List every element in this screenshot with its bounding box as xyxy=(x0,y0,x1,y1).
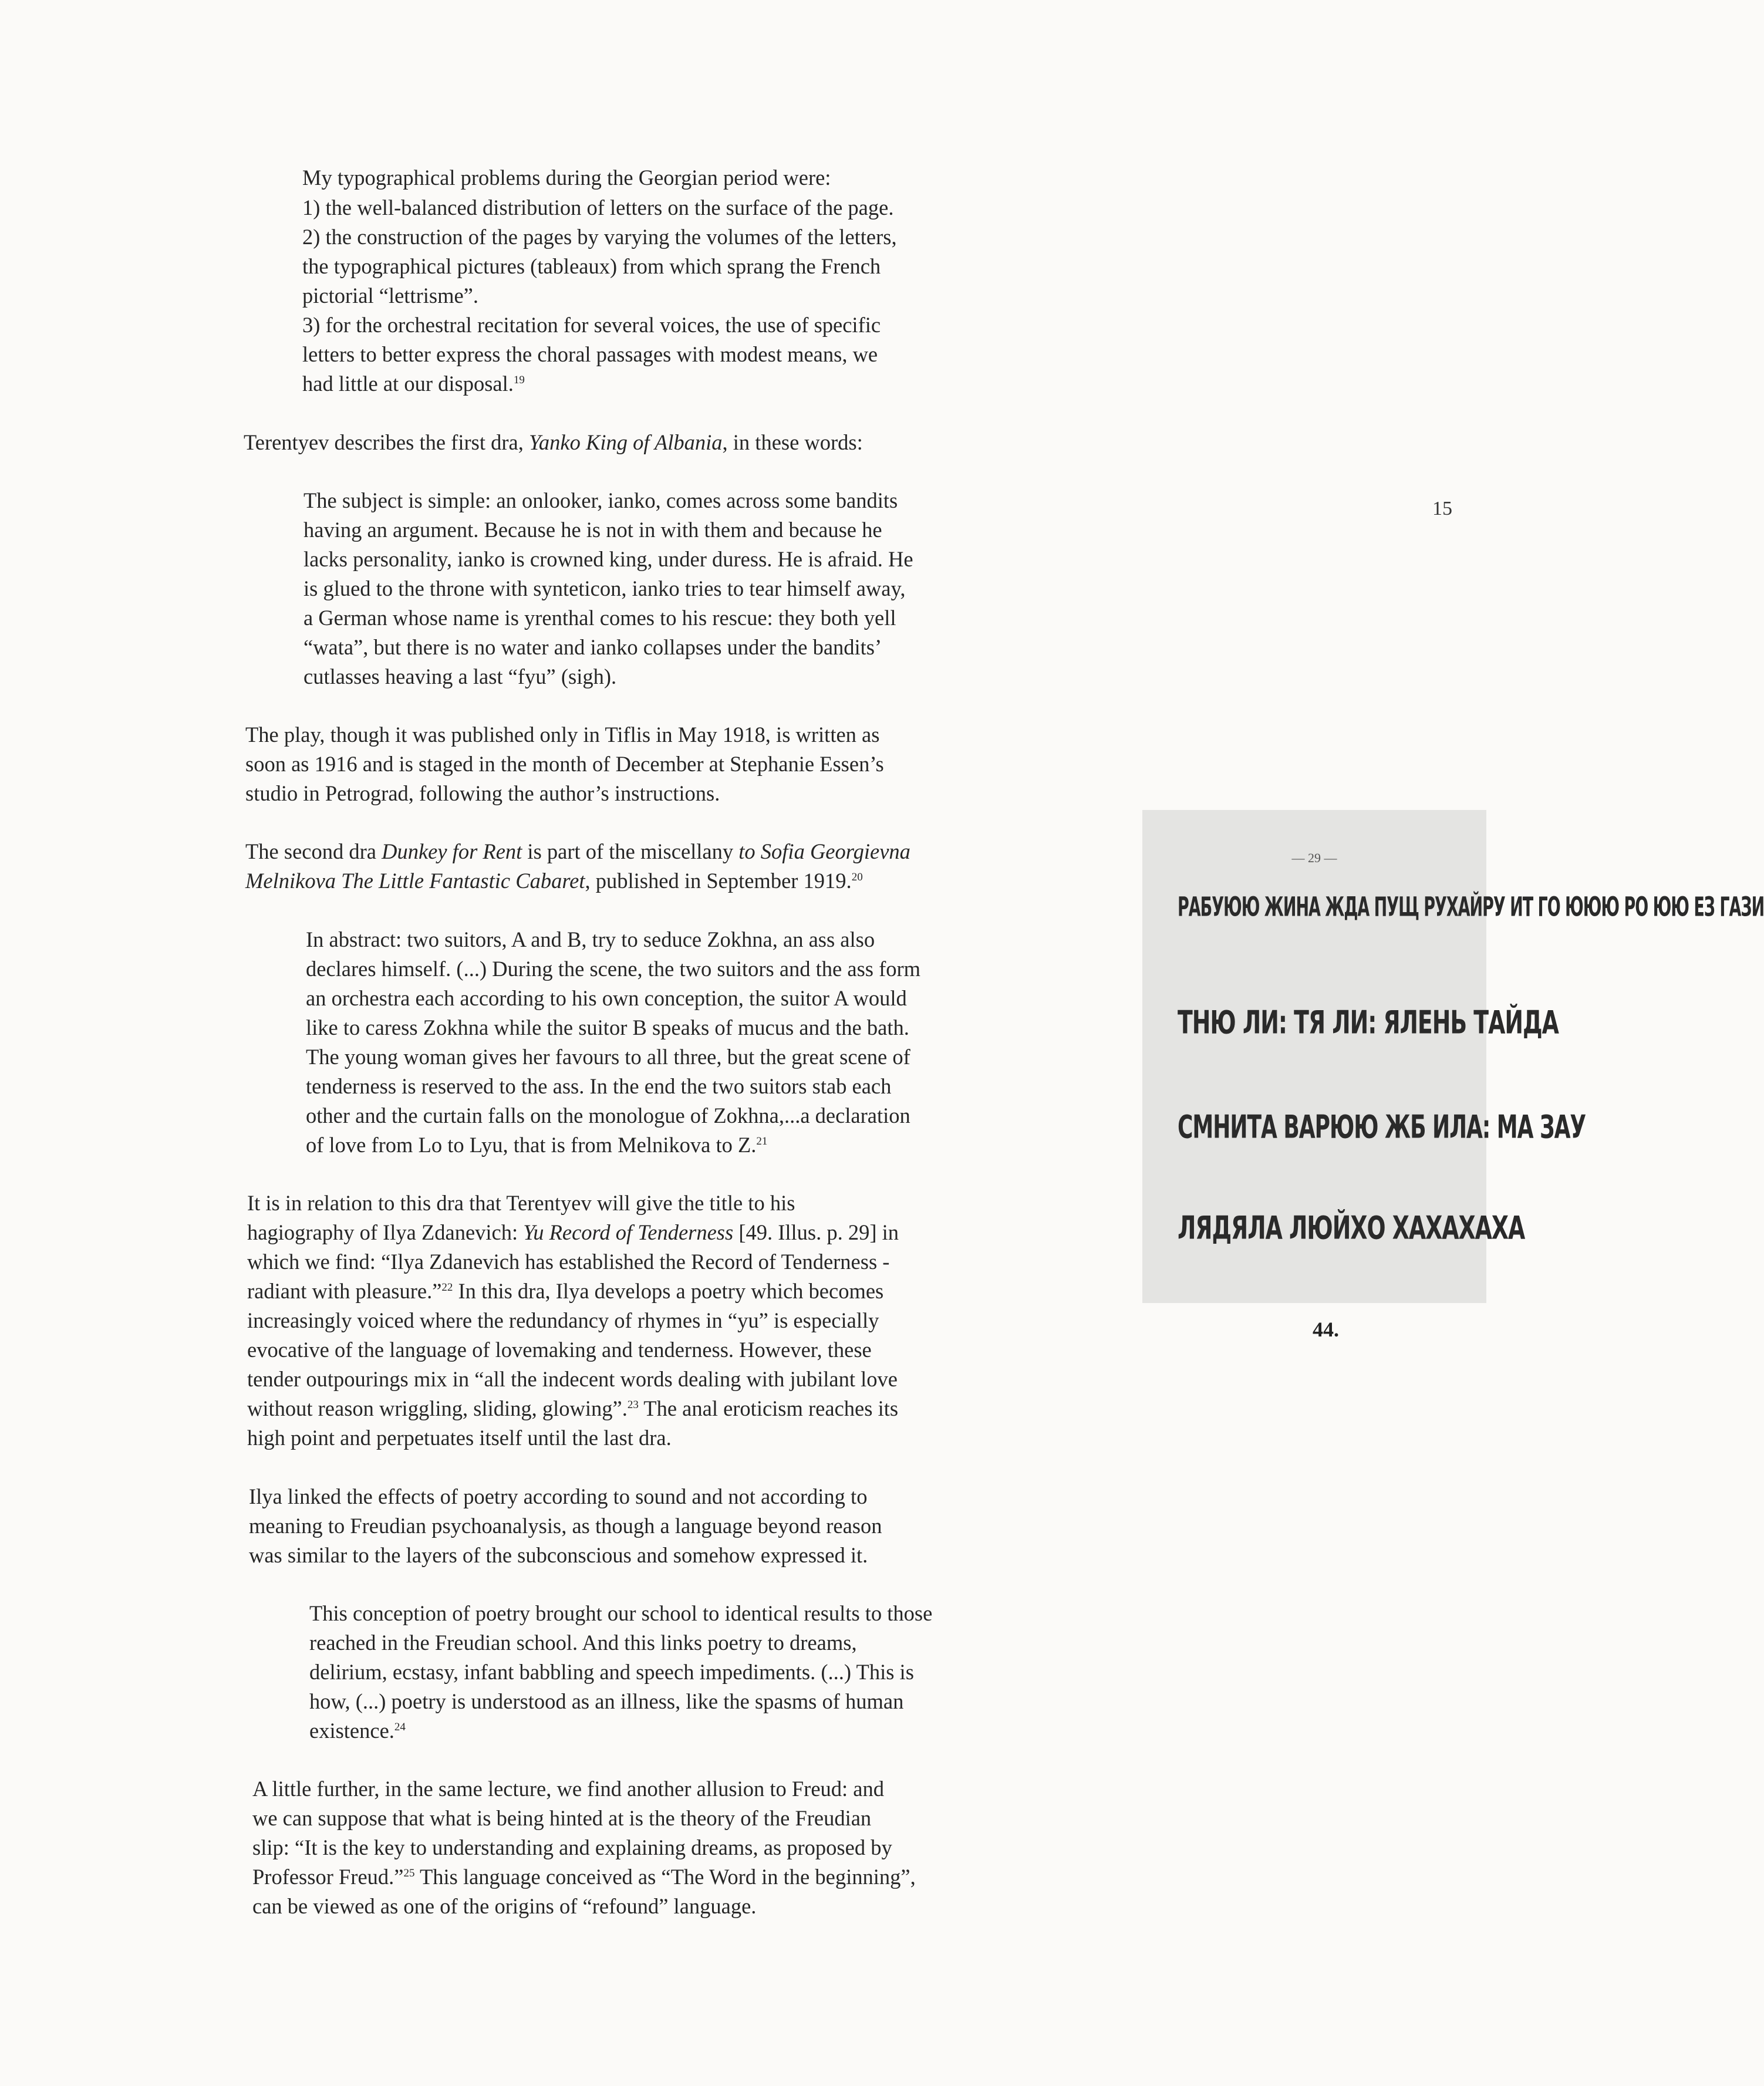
text-segment: This language conceived as “The Word in the beginning”, xyxy=(414,1865,916,1889)
footnote-ref-25: 25 xyxy=(403,1866,415,1879)
text-segment: The second dra xyxy=(245,839,382,863)
text-line: meaning to Freudian psychoanalysis, as though a language beyond reason xyxy=(249,1514,882,1538)
footnote-ref-20: 20 xyxy=(851,870,863,883)
text-segment: The anal eroticism reaches its xyxy=(638,1396,899,1420)
text-segment: Professor Freud.” xyxy=(252,1865,404,1889)
title-dunkey: Dunkey for Rent xyxy=(382,839,522,863)
text-line: how, (...) poetry is understood as an illness, like the spasms of human xyxy=(309,1689,904,1713)
text-segment: [49. Illus. p. 29] in xyxy=(733,1220,899,1244)
plate-typography-row: ЛЯДЯЛА ЛЮЙХО ХАХАХАХА xyxy=(1178,1209,1525,1247)
text-line xyxy=(302,369,525,399)
footnote-ref-21: 21 xyxy=(756,1135,768,1147)
text-line: can be viewed as one of the origins of “refound” language. xyxy=(252,1894,757,1918)
text-line: delirium, ecstasy, infant babbling and speech impediments. (...) This is xyxy=(309,1660,914,1684)
text-line: soon as 1916 and is staged in the month of December at Stephanie Essen’s xyxy=(245,752,884,776)
text-line: 2) the construction of the pages by varying the volumes of the letters, xyxy=(302,225,897,249)
text-line: high point and perpetuates itself until the last dra. xyxy=(247,1426,672,1450)
text-line: is glued to the throne with synteticon, ianko tries to tear himself away, xyxy=(303,576,906,600)
text-line: the typographical pictures (tableaux) from which sprang the French xyxy=(302,254,881,278)
figure-caption: 44. xyxy=(1313,1318,1339,1341)
title-miscellany: Melnikova The Little Fantastic Cabaret xyxy=(245,869,585,893)
text-segment: is part of the miscellany xyxy=(522,839,739,863)
text-line: was similar to the layers of the subconscious and somehow expressed it. xyxy=(249,1543,868,1567)
text-line: slip: “It is the key to understanding and explaining dreams, as proposed by xyxy=(252,1835,892,1859)
text-line: It is in relation to this dra that Terentyev will give the title to his xyxy=(247,1191,795,1215)
text-line: A little further, in the same lecture, we find another allusion to Freud: and xyxy=(252,1777,885,1801)
text-segment: of love from Lo to Lyu, that is from Melnikova to Z. xyxy=(306,1133,757,1157)
footnote-ref-24: 24 xyxy=(394,1720,406,1733)
text-line: cutlasses heaving a last “fyu” (sigh). xyxy=(303,664,617,688)
plate-page-number: — 29 — xyxy=(1291,850,1337,865)
text-line: The play, though it was published only in Tiflis in May 1918, is written as xyxy=(245,723,880,747)
text-line xyxy=(245,866,863,896)
text-line: My typographical problems during the Georgian period were: xyxy=(302,166,831,190)
figure-plate xyxy=(1142,810,1764,1303)
text-line: which we find: “Ilya Zdanevich has established the Record of Tenderness - xyxy=(247,1250,890,1274)
plate-typography-row: ТНЮ ЛИ: ТЯ ЛИ: ЯЛЕНЬ ТАЙДА xyxy=(1178,1004,1559,1041)
text-line: studio in Petrograd, following the author’s instructions. xyxy=(245,781,720,805)
text-line xyxy=(247,1394,898,1424)
footnote-ref-19: 19 xyxy=(513,373,525,386)
text-line: like to caress Zokhna while the suitor B speaks of mucus and the bath. xyxy=(306,1015,909,1039)
text-line xyxy=(245,837,910,867)
title-yu-record: Yu Record of Tenderness xyxy=(523,1220,734,1244)
text-line: increasingly voiced where the redundancy of rhymes in “yu” is especially xyxy=(247,1308,879,1332)
text-line: tender outpourings mix in “all the indecent words dealing with jubilant love xyxy=(247,1367,898,1391)
text-line: a German whose name is yrenthal comes to his rescue: they both yell xyxy=(303,606,896,630)
text-line: 1) the well-balanced distribution of letters on the surface of the page. xyxy=(302,195,894,220)
text-line: evocative of the language of lovemaking and tenderness. However, these xyxy=(247,1338,872,1362)
text-line: reached in the Freudian school. And this links poetry to dreams, xyxy=(309,1631,857,1655)
text-line xyxy=(247,1218,899,1248)
text-line xyxy=(309,1716,406,1746)
text-segment: radiant with pleasure.” xyxy=(247,1279,442,1303)
text-line: declares himself. (...) During the scene, the two suitors and the ass form xyxy=(306,957,921,981)
text-segment: existence. xyxy=(309,1719,394,1743)
footnote-ref-22: 22 xyxy=(441,1281,453,1294)
text-line: In abstract: two suitors, A and B, try to seduce Zokhna, an ass also xyxy=(306,927,875,951)
text-line: tenderness is reserved to the ass. In the end the two suitors stab each xyxy=(306,1074,892,1098)
text-segment: , published in September 1919. xyxy=(585,869,852,893)
plate-typography-row: СМНИТА ВАРЮЮ ЖБ ИЛА: МА ЗАУ xyxy=(1178,1109,1586,1146)
text-line: an orchestra each according to his own conception, the suitor A would xyxy=(306,986,907,1010)
plate-typography-row: РАБУЮЮ ЖИНА ЖДА ПУЩ РУХАЙРУ ИТ ГО ЮЮЮ РО ЮЮ ЕЗ ГАЗИ xyxy=(1178,892,1764,923)
text-line: This conception of poetry brought our school to identical results to those xyxy=(309,1601,933,1625)
text-segment: hagiography of Ilya Zdanevich: xyxy=(247,1220,524,1244)
text-segment: had little at our disposal. xyxy=(302,372,514,396)
paragraph-terentyev xyxy=(244,428,863,458)
text-line: other and the curtain falls on the monologue of Zokhna,...a declaration xyxy=(306,1103,910,1128)
text-line: The young woman gives her favours to all three, but the great scene of xyxy=(306,1045,910,1069)
text-line: having an argument. Because he is not in with them and because he xyxy=(303,518,882,542)
text-line: we can suppose that what is being hinted at is the theory of the Freudian xyxy=(252,1806,872,1830)
text-line: 3) for the orchestral recitation for several voices, the use of specific xyxy=(302,313,881,337)
text-line xyxy=(247,1277,883,1307)
text-line xyxy=(252,1862,916,1892)
text-line: letters to better express the choral passages with modest means, we xyxy=(302,342,878,366)
text-line: lacks personality, ianko is crowned king, under duress. He is afraid. He xyxy=(303,547,913,571)
footnote-ref-23: 23 xyxy=(627,1398,639,1411)
title-yanko: Yanko King of Albania xyxy=(528,430,723,454)
text-line xyxy=(306,1130,767,1160)
text-line: The subject is simple: an onlooker, ianko, comes across some bandits xyxy=(303,488,898,512)
text-segment: without reason wriggling, sliding, glowing”. xyxy=(247,1396,628,1420)
title-miscellany: to Sofia Georgievna xyxy=(738,839,910,863)
text-line: “wata”, but there is no water and ianko collapses under the bandits’ xyxy=(303,635,882,659)
text-line: Ilya linked the effects of poetry according to sound and not according to xyxy=(249,1484,868,1508)
text-segment: In this dra, Ilya develops a poetry which becomes xyxy=(453,1279,884,1303)
text-line: pictorial “lettrisme”. xyxy=(302,283,478,308)
page-number: 15 xyxy=(1432,498,1452,519)
text-segment: Terentyev describes the first dra, xyxy=(244,430,529,454)
text-segment: , in these words: xyxy=(722,430,863,454)
